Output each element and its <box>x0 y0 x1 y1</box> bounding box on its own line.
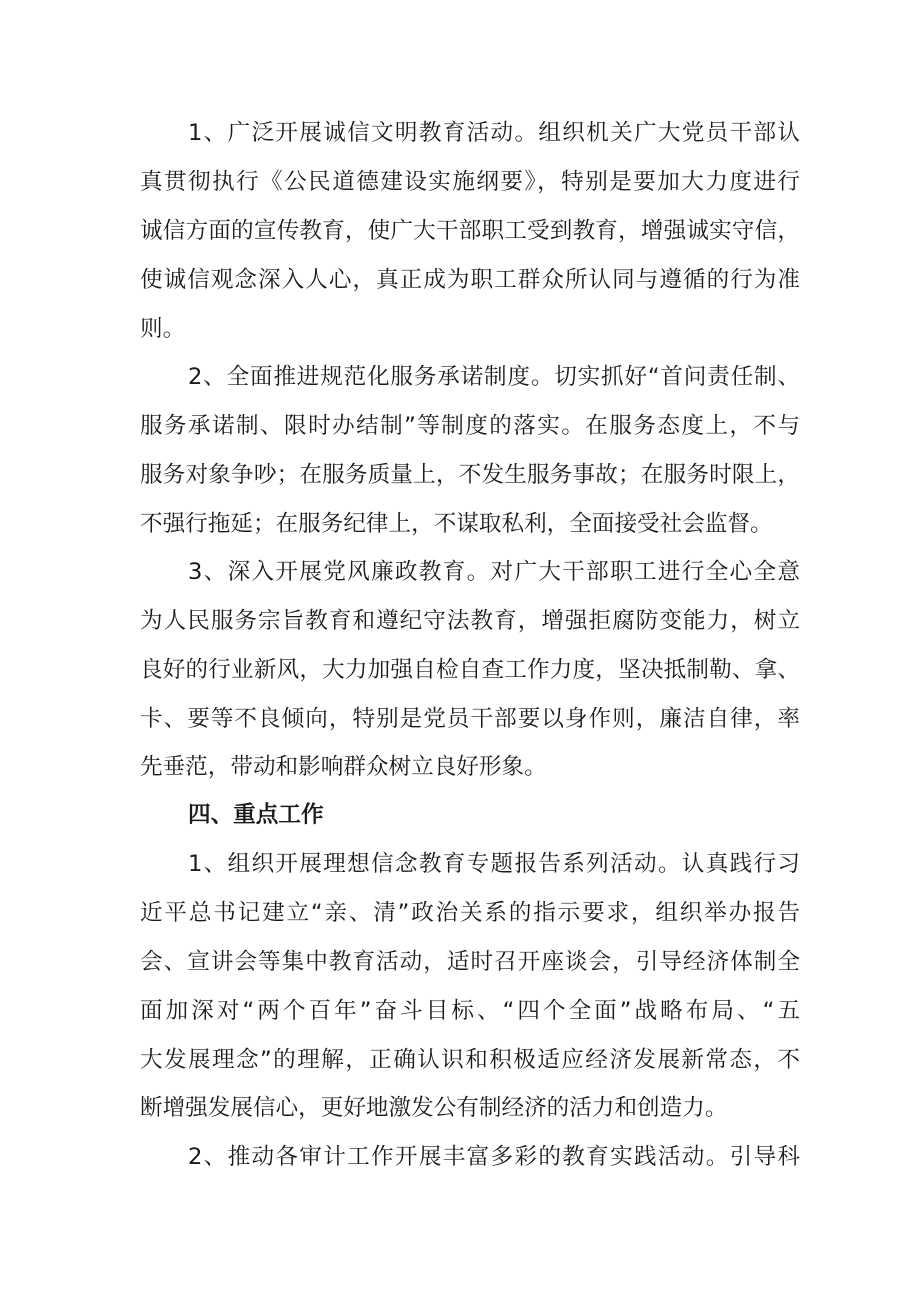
paragraph-line: 服务对象争吵；在服务质量上，不发生服务事故；在服务时限上， <box>140 462 800 488</box>
paragraph-line: 为人民服务宗旨教育和遵纪守法教育，增强拒腐防变能力，树立 <box>140 608 800 634</box>
paragraph-line: 服务承诺制、限时办结制”等制度的落实。在服务态度上，不与 <box>140 413 800 439</box>
paragraph-line: 先垂范，带动和影响群众树立良好形象。 <box>140 754 547 780</box>
paragraph-line: 2、推动各审计工作开展丰富多彩的教育实践活动。引导科 <box>188 1144 800 1170</box>
section-heading: 四、重点工作 <box>188 802 324 828</box>
paragraph-line: 断增强发展信心，更好地激发公有制经济的活力和创造力。 <box>140 1095 728 1121</box>
paragraph-line: 诚信方面的宣传教育，使广大干部职工受到教育，增强诚实守信， <box>140 218 800 244</box>
paragraph-line: 卡、要等不良倾向，特别是党员干部要以身作则，廉洁自律，率 <box>140 706 800 732</box>
paragraph-line: 真贯彻执行《公民道德建设实施纲要》，特别是要加大力度进行 <box>140 169 800 195</box>
paragraph-line: 良好的行业新风，大力加强自检自查工作力度，坚决抵制勒、拿、 <box>140 657 800 683</box>
paragraph-line: 面加深对“两个百年”奋斗目标、“四个全面”战略布局、“五 <box>140 998 800 1024</box>
paragraph-line: 则。 <box>140 316 186 342</box>
paragraph-line: 大发展理念”的理解，正确认识和积极适应经济发展新常态，不 <box>140 1047 800 1073</box>
paragraph-line: 1、组织开展理想信念教育专题报告系列活动。认真践行习 <box>188 851 800 877</box>
paragraph-line: 不强行拖延；在服务纪律上，不谋取私利，全面接受社会监督。 <box>140 511 773 537</box>
paragraph-line: 会、宣讲会等集中教育活动，适时召开座谈会，引导经济体制全 <box>140 949 800 975</box>
paragraph-line: 1、广泛开展诚信文明教育活动。组织机关广大党员干部认 <box>188 120 800 146</box>
paragraph-line: 2、全面推进规范化服务承诺制度。切实抓好“首问责任制、 <box>188 364 800 390</box>
paragraph-line: 使诚信观念深入人心，真正成为职工群众所认同与遵循的行为准 <box>140 267 800 293</box>
paragraph-line: 3、深入开展党风廉政教育。对广大干部职工进行全心全意 <box>188 559 800 585</box>
paragraph-line: 近平总书记建立“亲、清”政治关系的指示要求，组织举办报告 <box>140 900 800 926</box>
